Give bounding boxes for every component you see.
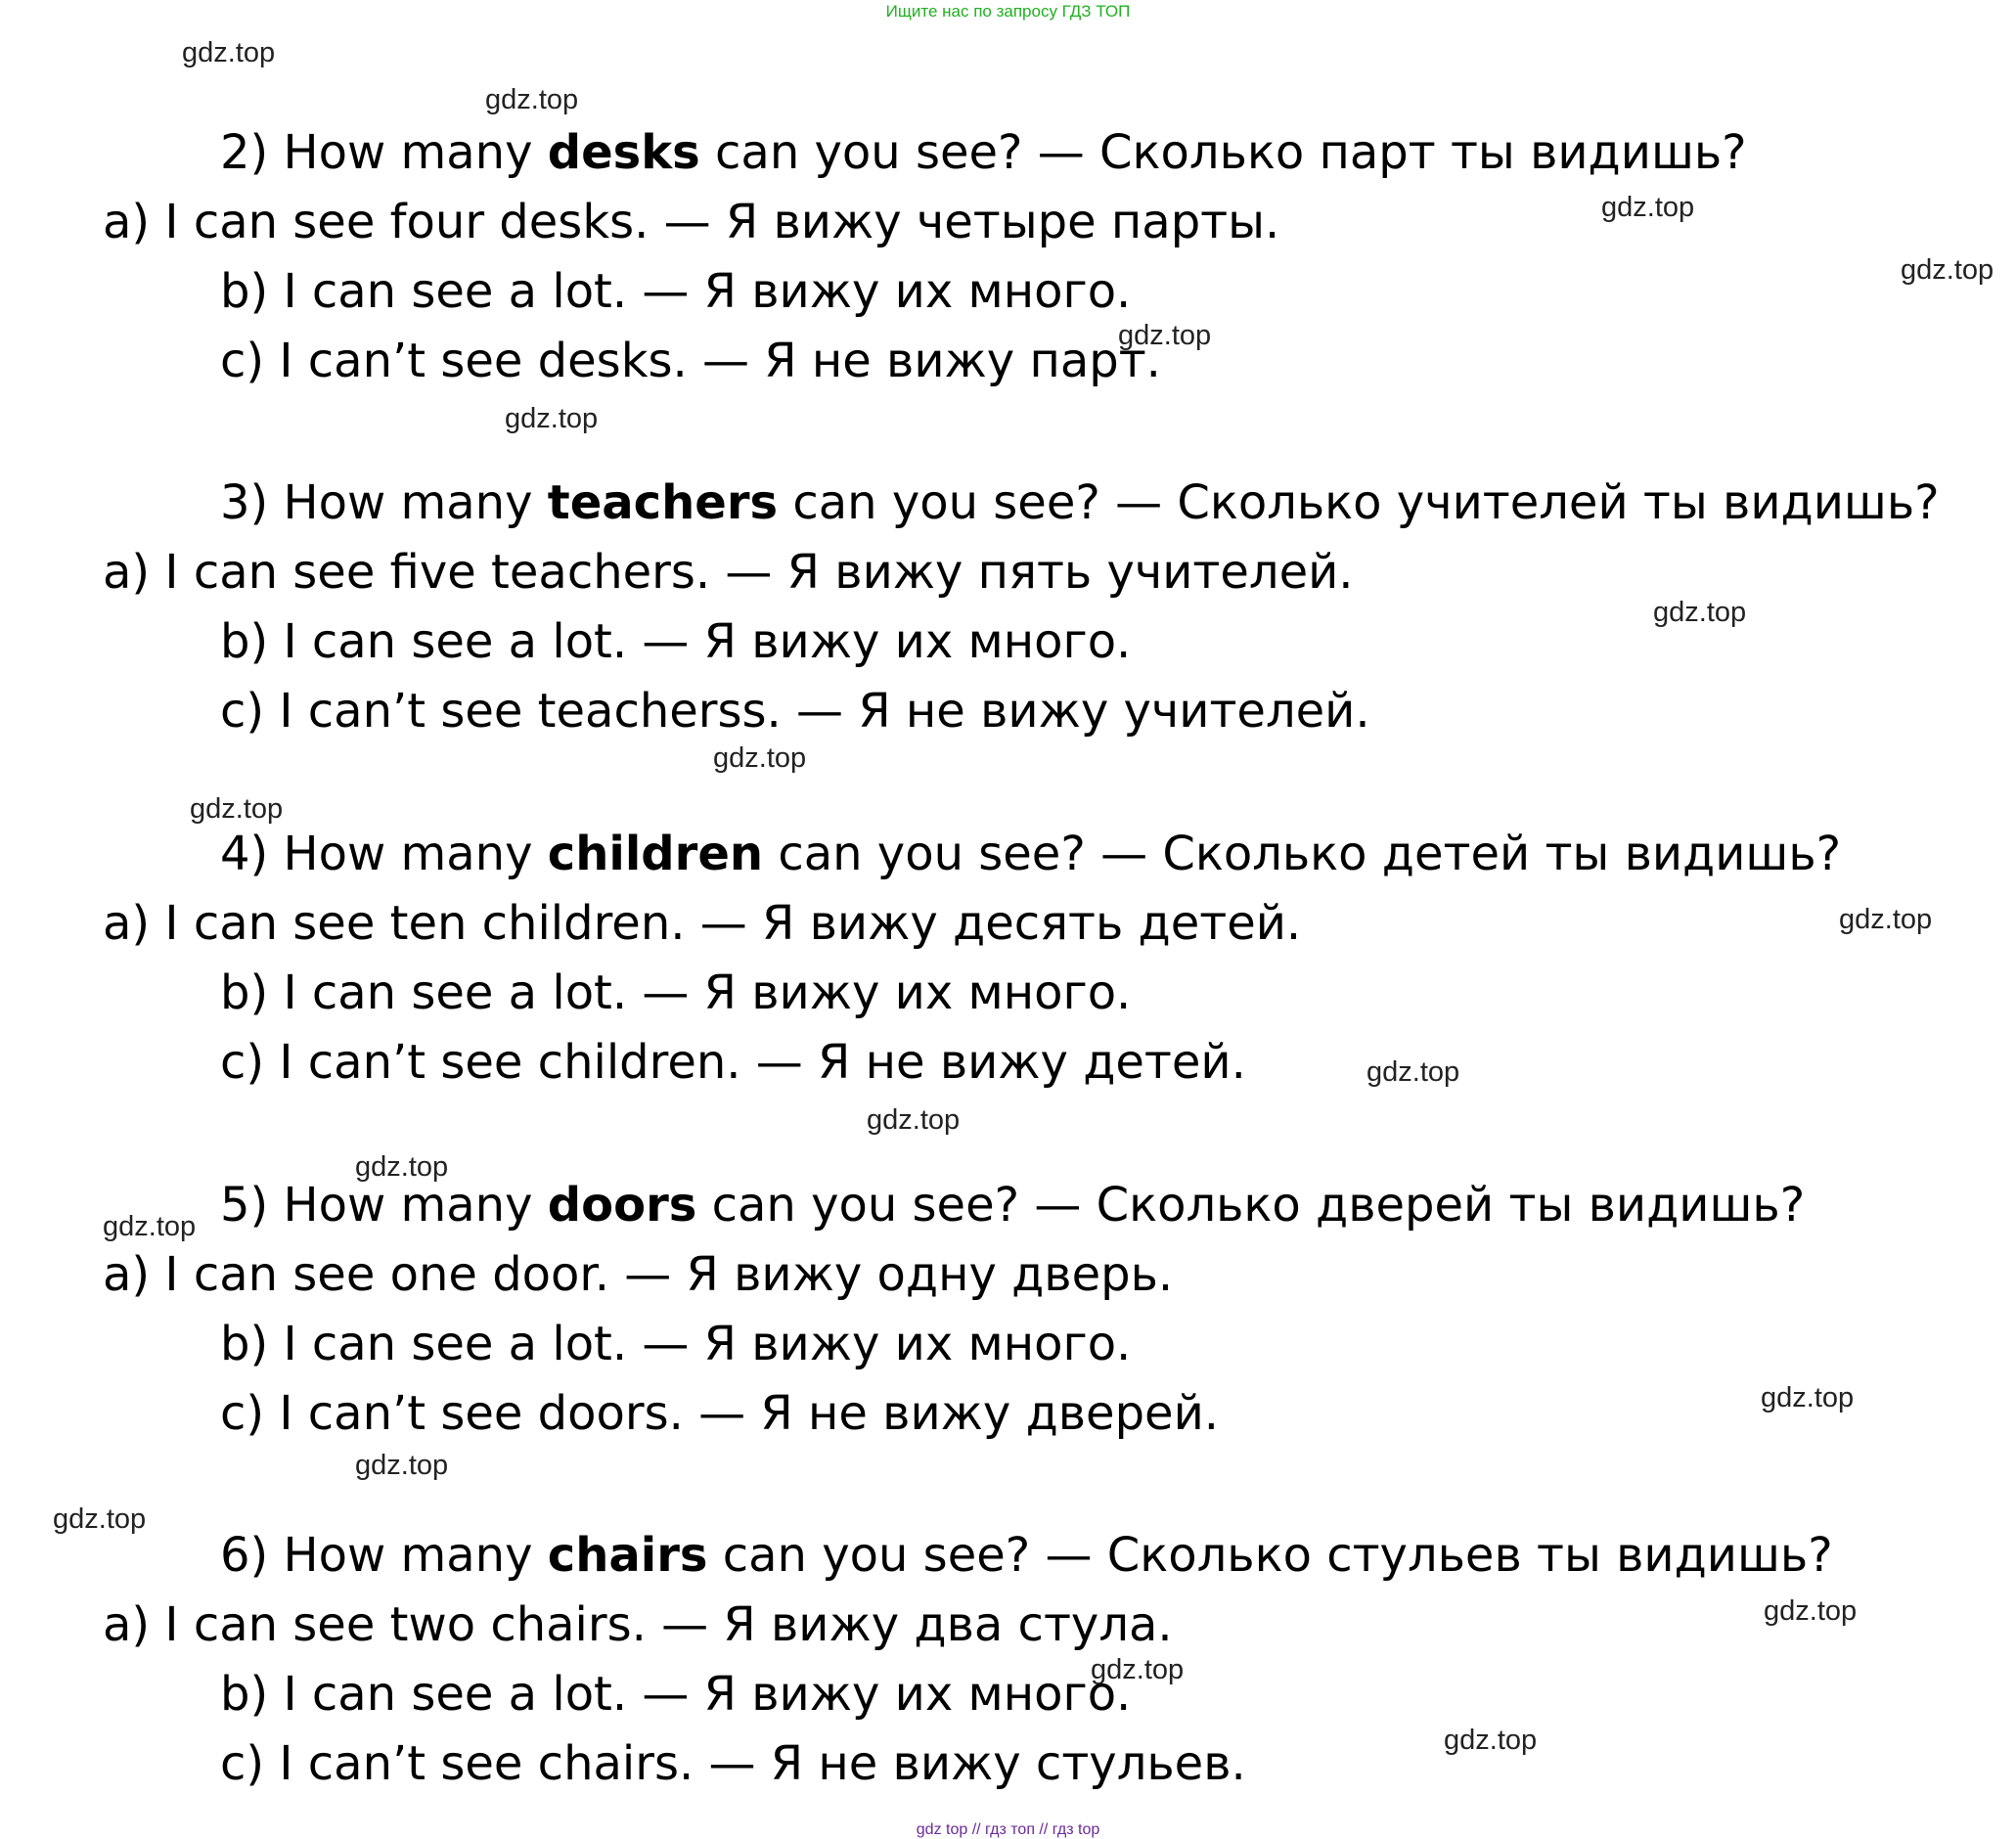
answer-4a: a) I can see ten children. — Я вижу десять детей. (103, 896, 1302, 951)
answer-3c: c) I can’t see teacherss. — Я не вижу учителей. (220, 684, 1370, 739)
watermark: gdz.top (1839, 904, 1933, 935)
watermark: gdz.top (505, 403, 599, 434)
question-4 (220, 825, 1841, 883)
question-prefix: 3) How many (220, 475, 548, 530)
answer-4b: b) I can see a lot. — Я вижу их много. (220, 965, 1132, 1020)
watermark: gdz.top (182, 37, 276, 68)
top-banner: Ищите нас по запросу ГДЗ ТОП (885, 2, 1131, 21)
answer-2b: b) I can see a lot. — Я вижу их много. (220, 264, 1132, 319)
watermark: gdz.top (1601, 192, 1695, 223)
question-keyword: doors (547, 1178, 697, 1233)
watermark: gdz.top (1653, 597, 1747, 628)
watermark: gdz.top (1444, 1725, 1538, 1756)
answer-6a: a) I can see two chairs. — Я вижу два стула. (103, 1597, 1173, 1652)
watermark: gdz.top (1761, 1382, 1855, 1413)
answer-6b: b) I can see a lot. — Я вижу их много. (220, 1667, 1132, 1722)
question-keyword: desks (547, 125, 700, 180)
watermark: gdz.top (1091, 1654, 1185, 1685)
question-prefix: 2) How many (220, 125, 548, 180)
watermark: gdz.top (485, 84, 579, 115)
answer-2c: c) I can’t see desks. — Я не вижу парт. (220, 334, 1161, 388)
question-6 (220, 1526, 1833, 1585)
answer-3a: a) I can see five teachers. — Я вижу пять учителей. (103, 545, 1354, 600)
answer-2a: a) I can see four desks. — Я вижу четыре парты. (103, 195, 1280, 249)
question-prefix: 4) How many (220, 827, 548, 881)
question-prefix: 5) How many (220, 1178, 548, 1233)
question-2 (220, 123, 1747, 182)
watermark: gdz.top (1764, 1595, 1858, 1627)
answer-5a: a) I can see one door. — Я вижу одну дверь. (103, 1247, 1174, 1302)
watermark: gdz.top (53, 1503, 147, 1535)
question-keyword: teachers (547, 475, 779, 530)
watermark: gdz.top (1118, 320, 1212, 351)
answer-5c: c) I can’t see doors. — Я не вижу дверей. (220, 1386, 1220, 1441)
question-prefix: 6) How many (220, 1528, 548, 1583)
watermark: gdz.top (103, 1211, 197, 1242)
answer-6c: c) I can’t see chairs. — Я не вижу стульев. (220, 1736, 1246, 1791)
watermark: gdz.top (190, 793, 284, 825)
watermark: gdz.top (1366, 1056, 1460, 1088)
question-keyword: chairs (547, 1528, 708, 1583)
watermark: gdz.top (355, 1151, 449, 1183)
watermark: gdz.top (867, 1104, 961, 1136)
watermark: gdz.top (1901, 254, 1994, 286)
answer-5b: b) I can see a lot. — Я вижу их много. (220, 1317, 1132, 1371)
question-5 (220, 1176, 1805, 1234)
question-3 (220, 473, 1940, 532)
question-suffix: can you see? — Сколько парт ты видишь? (699, 125, 1747, 180)
answer-3b: b) I can see a lot. — Я вижу их много. (220, 614, 1132, 669)
question-suffix: can you see? — Сколько дверей ты видишь? (696, 1178, 1806, 1233)
question-suffix: can you see? — Сколько учителей ты видишь? (778, 475, 1940, 530)
question-suffix: can you see? — Сколько детей ты видишь? (763, 827, 1842, 881)
watermark: gdz.top (713, 742, 807, 774)
question-keyword: children (547, 827, 764, 881)
footer: gdz top // гдз топ // гдз top (916, 1821, 1100, 1838)
watermark: gdz.top (355, 1450, 449, 1481)
answer-4c: c) I can’t see children. — Я не вижу детей. (220, 1035, 1246, 1090)
question-suffix: can you see? — Сколько стульев ты видишь? (707, 1528, 1833, 1583)
